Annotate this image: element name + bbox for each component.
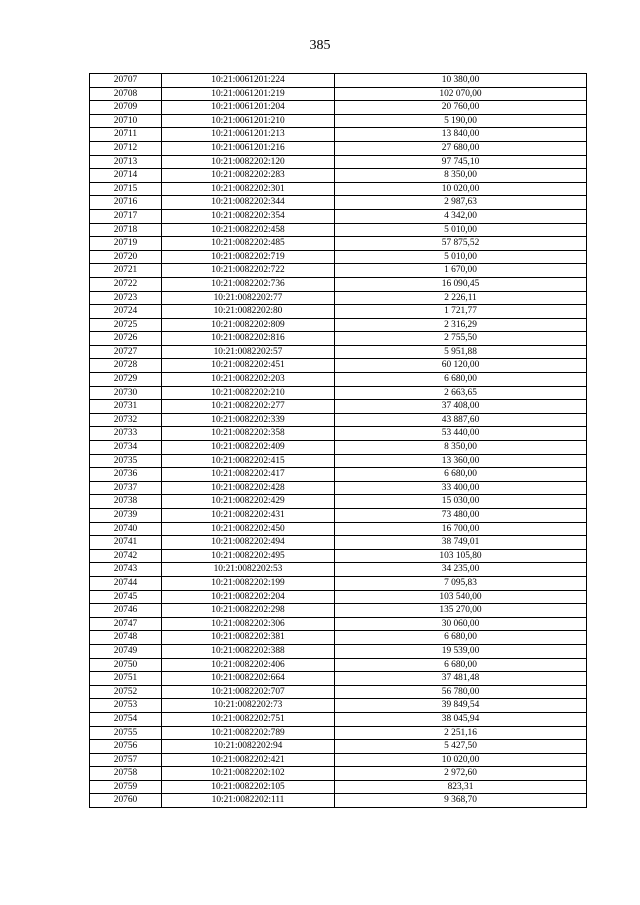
amount-cell: 6 680,00: [335, 373, 587, 387]
amount-cell: 135 270,00: [335, 604, 587, 618]
table-row: [90, 209, 587, 223]
amount-cell: 2 987,63: [335, 196, 587, 210]
cadastral-number-cell: 10:21:0082202:751: [162, 712, 335, 726]
table-row: [90, 794, 587, 808]
cadastral-number-cell: 10:21:0082202:415: [162, 454, 335, 468]
amount-cell: 43 887,60: [335, 413, 587, 427]
amount-cell: 4 342,00: [335, 209, 587, 223]
table-row: [90, 114, 587, 128]
row-number-cell: 20737: [90, 481, 162, 495]
table-row: [90, 468, 587, 482]
table-row: [90, 87, 587, 101]
cadastral-number-cell: 10:21:0082202:358: [162, 427, 335, 441]
table-row: [90, 264, 587, 278]
table-row: [90, 427, 587, 441]
row-number-cell: 20718: [90, 223, 162, 237]
row-number-cell: 20740: [90, 522, 162, 536]
amount-cell: 2 663,65: [335, 386, 587, 400]
row-number-cell: 20745: [90, 590, 162, 604]
table-row: [90, 196, 587, 210]
table-row: [90, 373, 587, 387]
amount-cell: 15 030,00: [335, 495, 587, 509]
row-number-cell: 20719: [90, 237, 162, 251]
cadastral-number-cell: 10:21:0082202:736: [162, 277, 335, 291]
amount-cell: 103 540,00: [335, 590, 587, 604]
table-row: [90, 441, 587, 455]
amount-cell: 1 670,00: [335, 264, 587, 278]
table-row: [90, 549, 587, 563]
amount-cell: 5 427,50: [335, 740, 587, 754]
row-number-cell: 20760: [90, 794, 162, 808]
table-row: [90, 359, 587, 373]
row-number-cell: 20710: [90, 114, 162, 128]
row-number-cell: 20727: [90, 345, 162, 359]
table-row: [90, 658, 587, 672]
amount-cell: 6 680,00: [335, 658, 587, 672]
cadastral-number-cell: 10:21:0061201:213: [162, 128, 335, 142]
amount-cell: 823,31: [335, 780, 587, 794]
row-number-cell: 20742: [90, 549, 162, 563]
cadastral-number-cell: 10:21:0082202:388: [162, 644, 335, 658]
registry-table: [89, 73, 587, 808]
amount-cell: 97 745,10: [335, 155, 587, 169]
cadastral-number-cell: 10:21:0082202:344: [162, 196, 335, 210]
amount-cell: 38 045,94: [335, 712, 587, 726]
table-row: [90, 454, 587, 468]
cadastral-number-cell: 10:21:0082202:664: [162, 672, 335, 686]
table-row: [90, 481, 587, 495]
row-number-cell: 20755: [90, 726, 162, 740]
amount-cell: 6 680,00: [335, 468, 587, 482]
amount-cell: 33 400,00: [335, 481, 587, 495]
table-row: [90, 522, 587, 536]
cadastral-number-cell: 10:21:0061201:204: [162, 101, 335, 115]
cadastral-number-cell: 10:21:0082202:283: [162, 169, 335, 183]
table-row: [90, 712, 587, 726]
table-row: [90, 413, 587, 427]
cadastral-number-cell: 10:21:0082202:53: [162, 563, 335, 577]
cadastral-number-cell: 10:21:0082202:80: [162, 305, 335, 319]
amount-cell: 8 350,00: [335, 441, 587, 455]
cadastral-number-cell: 10:21:0082202:111: [162, 794, 335, 808]
amount-cell: 102 070,00: [335, 87, 587, 101]
row-number-cell: 20739: [90, 509, 162, 523]
cadastral-number-cell: 10:21:0061201:219: [162, 87, 335, 101]
table-row: [90, 780, 587, 794]
row-number-cell: 20746: [90, 604, 162, 618]
row-number-cell: 20717: [90, 209, 162, 223]
cadastral-number-cell: 10:21:0082202:417: [162, 468, 335, 482]
amount-cell: 13 360,00: [335, 454, 587, 468]
cadastral-number-cell: 10:21:0082202:203: [162, 373, 335, 387]
amount-cell: 19 539,00: [335, 644, 587, 658]
row-number-cell: 20724: [90, 305, 162, 319]
cadastral-number-cell: 10:21:0061201:216: [162, 141, 335, 155]
row-number-cell: 20726: [90, 332, 162, 346]
row-number-cell: 20747: [90, 617, 162, 631]
row-number-cell: 20712: [90, 141, 162, 155]
cadastral-number-cell: 10:21:0082202:339: [162, 413, 335, 427]
cadastral-number-cell: 10:21:0082202:451: [162, 359, 335, 373]
cadastral-number-cell: 10:21:0082202:816: [162, 332, 335, 346]
table-row: [90, 563, 587, 577]
table-row: [90, 509, 587, 523]
table-row: [90, 169, 587, 183]
table-row: [90, 740, 587, 754]
amount-cell: 20 760,00: [335, 101, 587, 115]
row-number-cell: 20715: [90, 182, 162, 196]
amount-cell: 5 010,00: [335, 250, 587, 264]
row-number-cell: 20729: [90, 373, 162, 387]
cadastral-number-cell: 10:21:0082202:428: [162, 481, 335, 495]
row-number-cell: 20714: [90, 169, 162, 183]
cadastral-number-cell: 10:21:0082202:57: [162, 345, 335, 359]
amount-cell: 5 010,00: [335, 223, 587, 237]
row-number-cell: 20758: [90, 767, 162, 781]
amount-cell: 16 700,00: [335, 522, 587, 536]
cadastral-number-cell: 10:21:0082202:77: [162, 291, 335, 305]
row-number-cell: 20734: [90, 441, 162, 455]
cadastral-number-cell: 10:21:0082202:354: [162, 209, 335, 223]
table-row: [90, 155, 587, 169]
cadastral-number-cell: 10:21:0082202:421: [162, 753, 335, 767]
amount-cell: 56 780,00: [335, 685, 587, 699]
table-row: [90, 495, 587, 509]
table-row: [90, 604, 587, 618]
amount-cell: 53 440,00: [335, 427, 587, 441]
cadastral-number-cell: 10:21:0082202:458: [162, 223, 335, 237]
amount-cell: 2 755,50: [335, 332, 587, 346]
table-row: [90, 318, 587, 332]
amount-cell: 57 875,52: [335, 237, 587, 251]
cadastral-number-cell: 10:21:0082202:450: [162, 522, 335, 536]
row-number-cell: 20711: [90, 128, 162, 142]
amount-cell: 9 368,70: [335, 794, 587, 808]
row-number-cell: 20756: [90, 740, 162, 754]
table-row: [90, 250, 587, 264]
row-number-cell: 20733: [90, 427, 162, 441]
table-row: [90, 141, 587, 155]
table-row: [90, 332, 587, 346]
cadastral-number-cell: 10:21:0082202:105: [162, 780, 335, 794]
amount-cell: 38 749,01: [335, 536, 587, 550]
row-number-cell: 20735: [90, 454, 162, 468]
row-number-cell: 20709: [90, 101, 162, 115]
table-row: [90, 223, 587, 237]
row-number-cell: 20738: [90, 495, 162, 509]
cadastral-number-cell: 10:21:0082202:406: [162, 658, 335, 672]
cadastral-number-cell: 10:21:0082202:707: [162, 685, 335, 699]
table-row: [90, 386, 587, 400]
table-row: [90, 767, 587, 781]
cadastral-number-cell: 10:21:0082202:722: [162, 264, 335, 278]
amount-cell: 1 721,77: [335, 305, 587, 319]
cadastral-number-cell: 10:21:0061201:210: [162, 114, 335, 128]
row-number-cell: 20759: [90, 780, 162, 794]
amount-cell: 39 849,54: [335, 699, 587, 713]
row-number-cell: 20751: [90, 672, 162, 686]
amount-cell: 5 951,88: [335, 345, 587, 359]
row-number-cell: 20730: [90, 386, 162, 400]
row-number-cell: 20725: [90, 318, 162, 332]
row-number-cell: 20708: [90, 87, 162, 101]
cadastral-number-cell: 10:21:0082202:381: [162, 631, 335, 645]
row-number-cell: 20720: [90, 250, 162, 264]
row-number-cell: 20707: [90, 74, 162, 88]
cadastral-number-cell: 10:21:0082202:485: [162, 237, 335, 251]
row-number-cell: 20744: [90, 576, 162, 590]
table-row: [90, 536, 587, 550]
amount-cell: 37 481,48: [335, 672, 587, 686]
cadastral-number-cell: 10:21:0061201:224: [162, 74, 335, 88]
row-number-cell: 20743: [90, 563, 162, 577]
table-row: [90, 699, 587, 713]
table-row: [90, 182, 587, 196]
cadastral-number-cell: 10:21:0082202:298: [162, 604, 335, 618]
amount-cell: 2 316,29: [335, 318, 587, 332]
amount-cell: 73 480,00: [335, 509, 587, 523]
amount-cell: 2 972,60: [335, 767, 587, 781]
table-row: [90, 305, 587, 319]
amount-cell: 10 380,00: [335, 74, 587, 88]
cadastral-number-cell: 10:21:0082202:494: [162, 536, 335, 550]
row-number-cell: 20713: [90, 155, 162, 169]
table-row: [90, 128, 587, 142]
row-number-cell: 20736: [90, 468, 162, 482]
cadastral-number-cell: 10:21:0082202:94: [162, 740, 335, 754]
row-number-cell: 20741: [90, 536, 162, 550]
row-number-cell: 20754: [90, 712, 162, 726]
table-row: [90, 617, 587, 631]
cadastral-number-cell: 10:21:0082202:120: [162, 155, 335, 169]
amount-cell: 30 060,00: [335, 617, 587, 631]
cadastral-number-cell: 10:21:0082202:73: [162, 699, 335, 713]
amount-cell: 6 680,00: [335, 631, 587, 645]
table-row: [90, 576, 587, 590]
table-row: [90, 644, 587, 658]
table-row: [90, 345, 587, 359]
table-row: [90, 753, 587, 767]
table-row: [90, 237, 587, 251]
cadastral-number-cell: 10:21:0082202:429: [162, 495, 335, 509]
table-row: [90, 291, 587, 305]
amount-cell: 7 095,83: [335, 576, 587, 590]
amount-cell: 5 190,00: [335, 114, 587, 128]
row-number-cell: 20752: [90, 685, 162, 699]
row-number-cell: 20750: [90, 658, 162, 672]
amount-cell: 37 408,00: [335, 400, 587, 414]
cadastral-number-cell: 10:21:0082202:199: [162, 576, 335, 590]
cadastral-number-cell: 10:21:0082202:301: [162, 182, 335, 196]
cadastral-number-cell: 10:21:0082202:306: [162, 617, 335, 631]
row-number-cell: 20722: [90, 277, 162, 291]
cadastral-number-cell: 10:21:0082202:277: [162, 400, 335, 414]
amount-cell: 16 090,45: [335, 277, 587, 291]
row-number-cell: 20749: [90, 644, 162, 658]
row-number-cell: 20757: [90, 753, 162, 767]
table-row: [90, 101, 587, 115]
table-row: [90, 590, 587, 604]
cadastral-number-cell: 10:21:0082202:409: [162, 441, 335, 455]
amount-cell: 8 350,00: [335, 169, 587, 183]
row-number-cell: 20732: [90, 413, 162, 427]
amount-cell: 10 020,00: [335, 182, 587, 196]
row-number-cell: 20721: [90, 264, 162, 278]
amount-cell: 13 840,00: [335, 128, 587, 142]
table-row: [90, 74, 587, 88]
row-number-cell: 20748: [90, 631, 162, 645]
cadastral-number-cell: 10:21:0082202:809: [162, 318, 335, 332]
amount-cell: 103 105,80: [335, 549, 587, 563]
cadastral-number-cell: 10:21:0082202:789: [162, 726, 335, 740]
amount-cell: 60 120,00: [335, 359, 587, 373]
amount-cell: 34 235,00: [335, 563, 587, 577]
registry-table-body: [90, 74, 587, 808]
amount-cell: 2 251,16: [335, 726, 587, 740]
page-number: 385: [309, 38, 331, 53]
amount-cell: 2 226,11: [335, 291, 587, 305]
table-row: [90, 277, 587, 291]
cadastral-number-cell: 10:21:0082202:210: [162, 386, 335, 400]
amount-cell: 10 020,00: [335, 753, 587, 767]
row-number-cell: 20716: [90, 196, 162, 210]
row-number-cell: 20753: [90, 699, 162, 713]
row-number-cell: 20728: [90, 359, 162, 373]
row-number-cell: 20731: [90, 400, 162, 414]
table-row: [90, 726, 587, 740]
amount-cell: 27 680,00: [335, 141, 587, 155]
cadastral-number-cell: 10:21:0082202:431: [162, 509, 335, 523]
cadastral-number-cell: 10:21:0082202:719: [162, 250, 335, 264]
table-row: [90, 631, 587, 645]
table-row: [90, 685, 587, 699]
cadastral-number-cell: 10:21:0082202:495: [162, 549, 335, 563]
table-row: [90, 400, 587, 414]
cadastral-number-cell: 10:21:0082202:102: [162, 767, 335, 781]
table-row: [90, 672, 587, 686]
row-number-cell: 20723: [90, 291, 162, 305]
cadastral-number-cell: 10:21:0082202:204: [162, 590, 335, 604]
